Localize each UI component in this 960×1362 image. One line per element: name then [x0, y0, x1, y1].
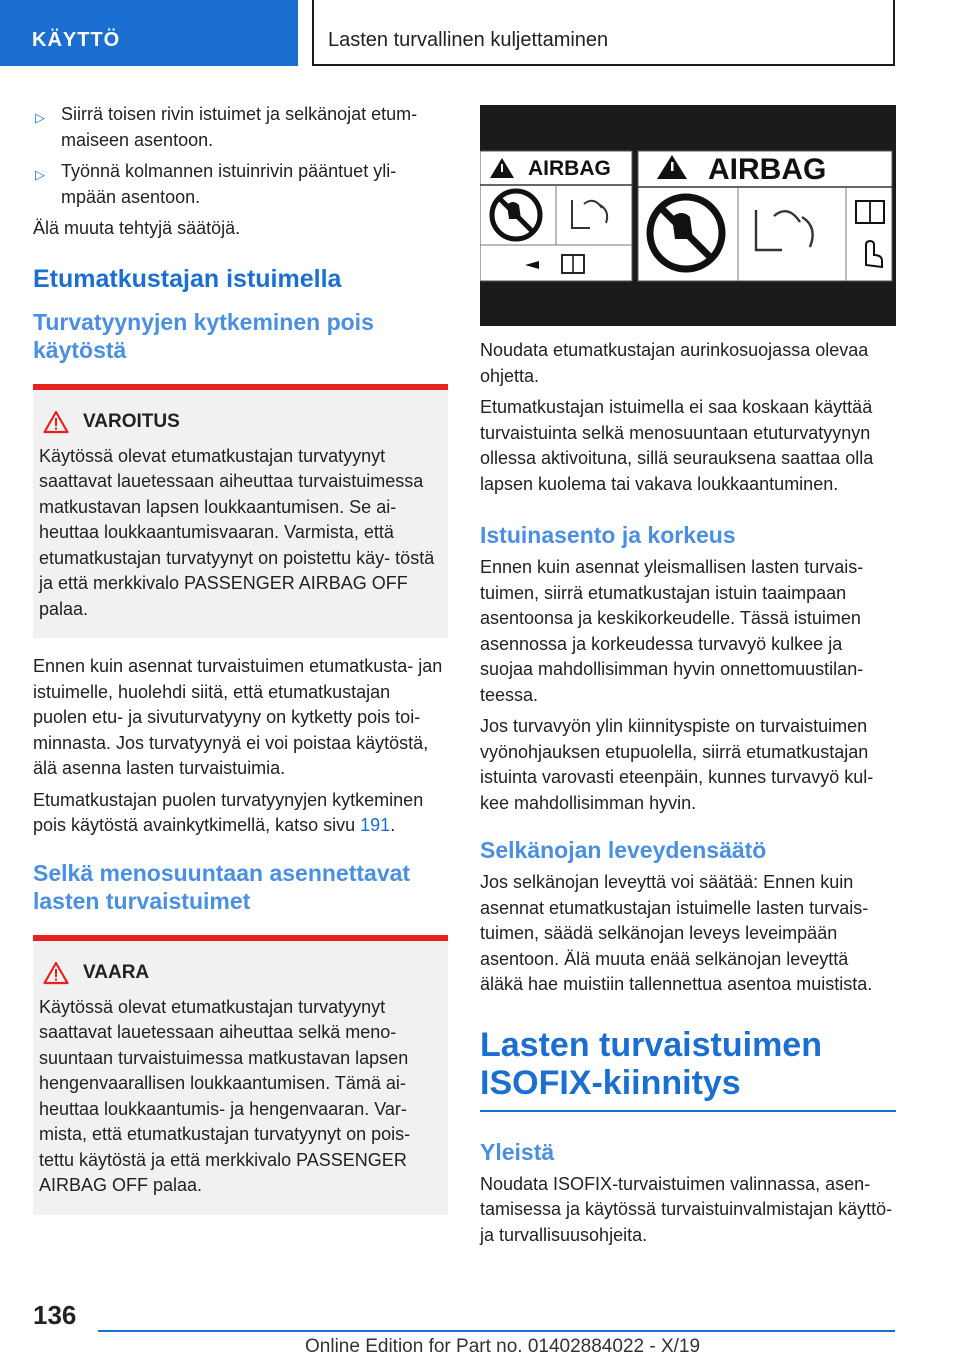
danger-text: Käytössä olevat etumatkustajan turvatyynyt saattavat lauetessaan aiheuttaa selkä meno- suuntaan turvaistuimessa matkustavan lapsen hengenvaarallisen loukkaantumisen. Tämä ai- heuttaa loukkaantumis- ja hengenvaaran. Var- mista, että etumatkustajan turvatyynyt on pois- tettu käytöstä ja että merkkivalo PASSENGER AIRBAG OFF palaa.	[39, 996, 411, 1195]
page-header	[0, 0, 960, 66]
section-heading: Etumatkustajan istuimella	[33, 264, 342, 293]
chapter-heading: Lasten turvaistuimen ISOFIX-kiinnitys	[480, 1026, 896, 1112]
chapter-title: Lasten turvallinen kuljettaminen	[312, 0, 895, 66]
warning-label: VAROITUS	[83, 410, 180, 432]
footer-divider	[98, 1330, 895, 1332]
triangle-bullet-icon: ▷	[35, 110, 45, 125]
paragraph: Älä muuta tehtyjä säätöjä.	[33, 218, 241, 238]
paragraph: Jos selkänojan leveyttä voi säätää: Ennen kuin asennat etumatkustajan istuimelle lasten turvais- tuimen, säädä selkänojan leveys leveimpään asentoon. Älä muuta enää selkänojan leveyttä äläkä hae muistiin tallennettua asentoa muistista.	[480, 872, 873, 994]
paragraph: Etumatkustajan puolen turvatyynyjen kytkeminen pois käytöstä avainkytkimellä, katso sivu 191.	[33, 789, 424, 835]
danger-box	[33, 935, 448, 1215]
subsection-heading: Istuinasento ja korkeus	[480, 522, 736, 548]
left-column	[33, 102, 448, 1231]
subsection-heading: Selkä menosuuntaan asennettavat lasten turvaistuimet	[33, 859, 411, 914]
warning-triangle-icon	[43, 410, 69, 434]
subsection-heading: Yleistä	[480, 1138, 555, 1165]
paragraph: Jos turvavyön ylin kiinnityspiste on turvaistuimen vyönohjauksen etupuolella, siirrä etumatkustajan istuinta varovasti eteenpäin, kunnes turvavyö kul- kee mahdollisimman hyvin.	[480, 716, 874, 813]
list-item: ▷ Työnnä kolmannen istuinrivin pääntuet yli- mpään asentoon.	[35, 161, 397, 207]
airbag-label-large-text: AIRBAG	[708, 153, 827, 186]
paragraph: Ennen kuin asennat yleismallisen lasten turvais- tuimen, siirrä etumatkustajan istuin taaimpaan asentoonsa ja keskikorkeudelle. Tässä istuimen asennossa ja korkeudessa turvavyö kulkee ja suojaa mahdollisimman hyvin onnettomuustilan- teessa.	[480, 557, 864, 705]
danger-header	[39, 961, 438, 985]
edition-text: Online Edition for Part no. 01402884022 - X/19	[305, 1336, 701, 1357]
warning-header	[39, 410, 438, 434]
subsection-heading: Turvatyynyjen kytkeminen pois käytöstä	[33, 308, 374, 363]
paragraph: Noudata etumatkustajan aurinkosuojassa olevaa ohjetta.	[480, 340, 869, 386]
paragraph: Ennen kuin asennat turvaistuimen etumatkusta- jan istuimelle, huolehdi siitä, että etumatkustajan puolen etu- ja sivuturvatyyny on kytketty pois toi- minnasta. Jos turvatyynyä ei voi poistaa käytöstä, älä asenna lasten turvaistuimia.	[33, 656, 443, 778]
warning-text: Käytössä olevat etumatkustajan turvatyynyt saattavat lauetessaan aiheuttaa turvaistuimessa matkustavan lapsen loukkaantumisen. Se ai- heuttaa loukkaantumisvaaran. Varmista, että etumatkustajan turvatyynyt on poistettu käy- töstä ja että merkkivalo PASSENGER AIRBAG OFF palaa.	[39, 445, 435, 619]
airbag-warning-label-image	[480, 105, 896, 326]
paragraph: Etumatkustajan istuimella ei saa koskaan käyttää turvaistuinta selkä menosuuntaan etuturvatyynyn ollessa aktivoituna, sillä seurauksena saattaa olla lapsen kuolema tai vakava loukkaantuminen.	[480, 397, 874, 494]
airbag-label-small-text: AIRBAG	[528, 157, 611, 180]
page-reference-link[interactable]: 191	[360, 815, 391, 835]
warning-box	[33, 384, 448, 639]
page-number: 136	[33, 1300, 77, 1330]
paragraph: Noudata ISOFIX-turvaistuimen valinnassa, asen- tamisessa ja käytössä turvaistuinvalmistajan käyttö- ja turvallisuusohjeita.	[480, 1173, 893, 1245]
subsection-heading: Selkänojan leveydensäätö	[480, 837, 767, 863]
right-column	[480, 338, 896, 1254]
section-tab: KÄYTTÖ	[0, 0, 298, 66]
triangle-bullet-icon: ▷	[35, 167, 45, 182]
danger-label: VAARA	[83, 961, 150, 983]
airbag-label-illustration	[480, 105, 896, 326]
list-item: ▷ Siirrä toisen rivin istuimet ja selkänojat etum- maiseen asentoon.	[35, 104, 418, 150]
warning-triangle-icon	[43, 961, 69, 985]
